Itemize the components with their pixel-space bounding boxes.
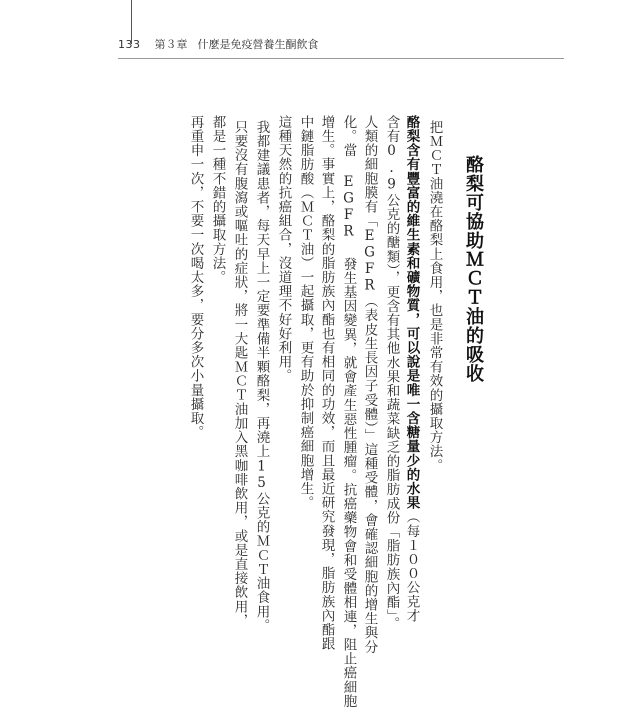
body-line: 這種天然的抗癌組合，沒道理不好好利用。 xyxy=(275,115,292,383)
body-line: 化。當 EGFR 發生基因變異，就會產生惡性腫瘤。抗癌藥物會和受體相連，阻止癌細胞 xyxy=(340,115,357,708)
body-line: 再重申一次，不要一次喝太多，要分多次小量攝取。 xyxy=(187,115,204,440)
section-heading: 酪梨可協助ＭＣＴ油的吸收 xyxy=(463,155,484,383)
header-divider-horizontal xyxy=(118,58,564,59)
body-line: 都是一種不錯的攝取方法。 xyxy=(209,115,226,285)
body-line: 只要沒有腹瀉或嘔吐的症狀，將一大匙ＭＣＴ油加入黑咖啡飲用，或是直接飲用， xyxy=(231,120,248,628)
body-line: 把ＭＣＴ油澆在酪梨上食用，也是非常有效的攝取方法。 xyxy=(426,120,443,473)
running-header xyxy=(118,36,319,52)
body-line: 人類的細胞膜有「EGFR（表皮生長因子受體）」這種受體，會確認細胞的增生與分 xyxy=(361,115,378,655)
emphasis-text: 酪梨含有豐富的維生素和礦物質，可以說是唯一含糖量少的水果 xyxy=(403,115,420,510)
body-text: （每１００公克才 xyxy=(403,509,420,623)
chapter-label: 第３章 xyxy=(154,38,188,51)
body-line: 我都建議患者，每天早上一定要準備半顆酪梨，再澆上15公克的ＭＣＴ油食用。 xyxy=(253,120,270,633)
page-number: 133 xyxy=(118,37,141,51)
chapter-title: 什麼是免疫營養生酮飲食 xyxy=(197,38,319,51)
body-line: 中鏈脂肪酸（ＭＣＴ油）一起攝取，更有助於抑制癌細胞增生。 xyxy=(297,115,314,510)
body-line: 增生。事實上，酪梨的脂肪族內酯也有相同的功效，而且最近研究發現，脂肪族內酯跟 xyxy=(318,115,335,651)
body-line: 含有0.9公克的醣類），更含有其他水果和蔬菜缺乏的脂肪成份「脂肪族內酯」。 xyxy=(383,115,400,631)
body-line-emphasis xyxy=(404,115,418,623)
